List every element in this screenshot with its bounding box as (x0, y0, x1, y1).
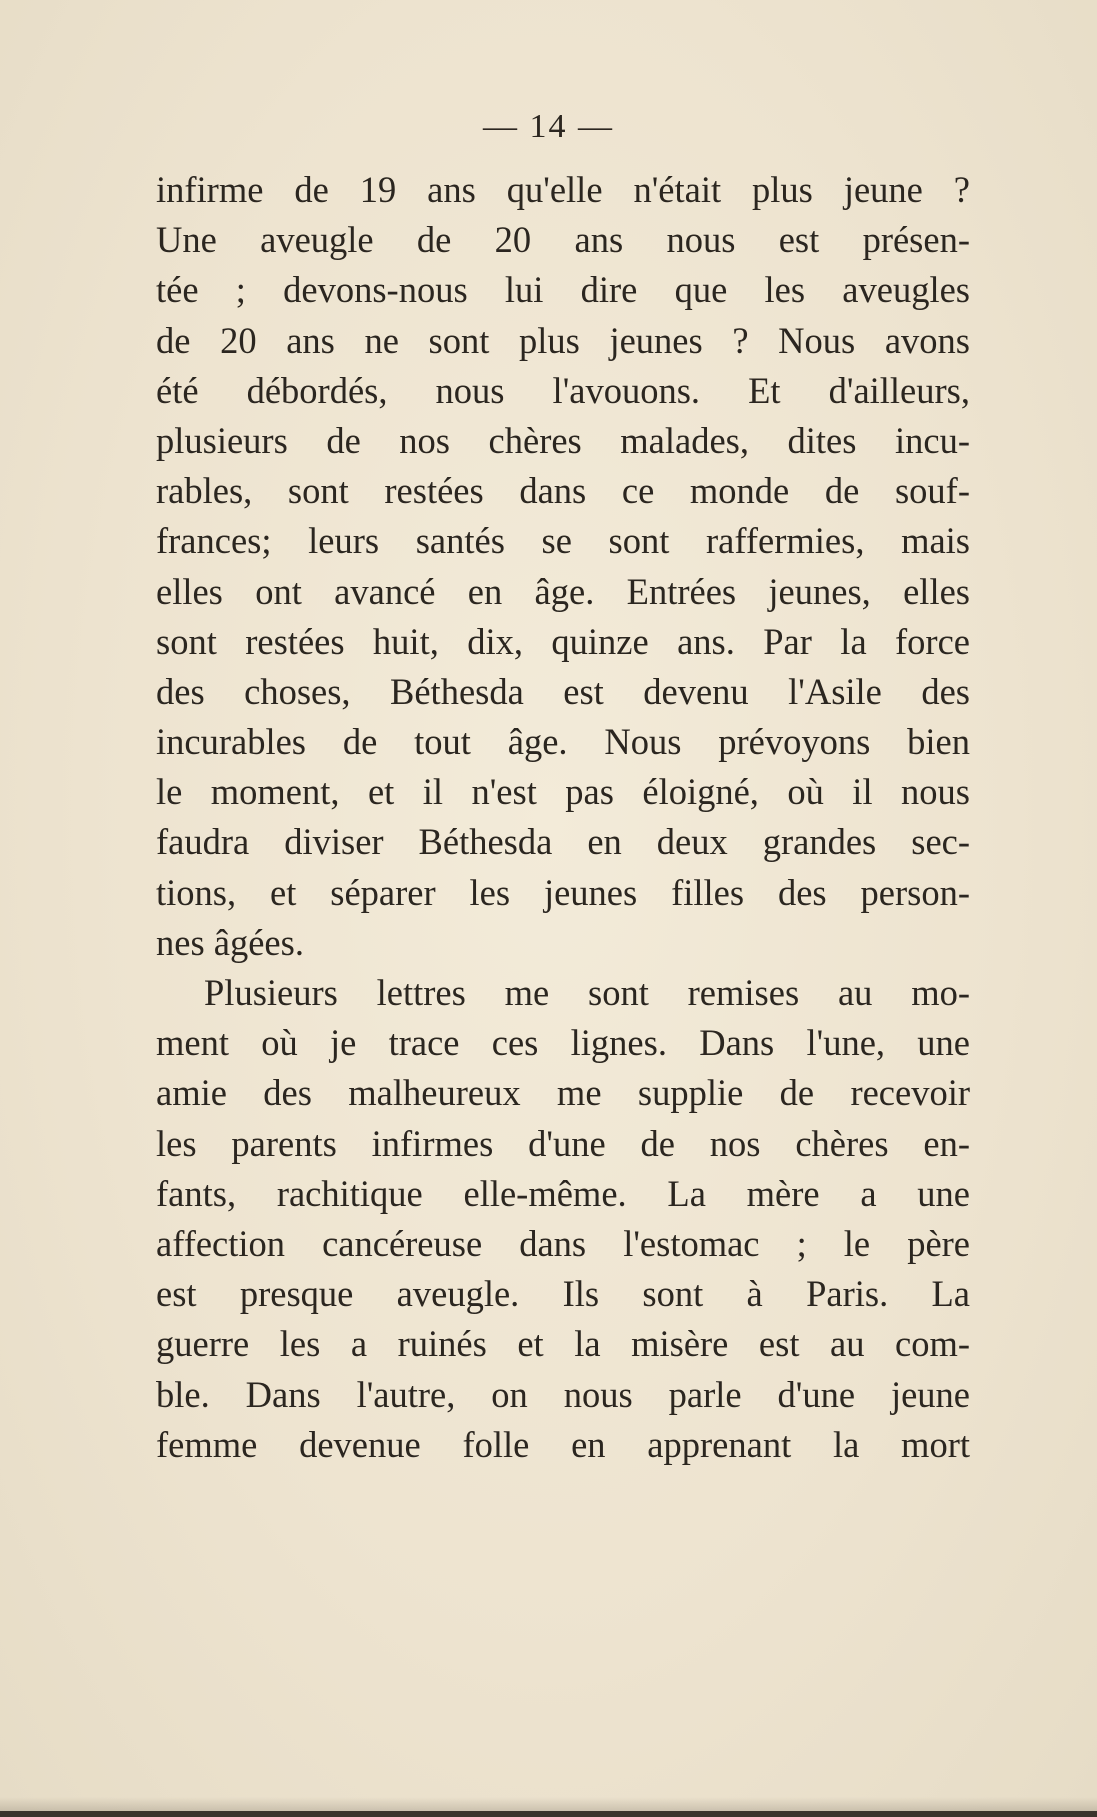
page-number: — 14 — (483, 108, 614, 145)
text-line: les parents infirmes d'une de nos chères en- (156, 1122, 970, 1164)
text-line: infirme de 19 ans qu'elle n'était plus jeune ? (156, 169, 970, 210)
text-line: Une aveugle de 20 ans nous est présen- (156, 219, 970, 261)
paragraph-1 (156, 165, 970, 968)
text-line: fants, rachitique elle-même. La mère a une (156, 1172, 970, 1214)
text-line: ment où je trace ces lignes. Dans l'une, une (156, 1022, 970, 1064)
text-line: été débordés, nous l'avouons. Et d'ailleurs, (156, 369, 970, 411)
text-line: elles ont avancé en âge. Entrées jeunes, elles (156, 570, 970, 612)
text-line: est presque aveugle. Ils sont à Paris. La (156, 1273, 970, 1315)
page-bottom-shadow (0, 1797, 1097, 1811)
text-line: ble. Dans l'autre, on nous parle d'une jeune (156, 1373, 970, 1415)
text-line: frances; leurs santés se sont raffermies, mais (156, 520, 970, 562)
page-bottom-edge (0, 1811, 1097, 1817)
text-line: rables, sont restées dans ce monde de souf- (156, 470, 970, 512)
text-line: amie des malheureux me supplie de recevoir (156, 1072, 970, 1114)
text-line: sont restées huit, dix, quinze ans. Par la force (156, 620, 970, 662)
text-line: incurables de tout âge. Nous prévoyons bien (156, 721, 970, 763)
body-text (156, 165, 970, 1470)
text-line: des choses, Béthesda est devenu l'Asile des (156, 670, 970, 712)
text-line: Plusieurs lettres me sont remises au mo- (204, 972, 970, 1013)
text-line: tions, et séparer les jeunes filles des person- (156, 871, 970, 913)
paragraph-2 (156, 968, 970, 1470)
text-line: faudra diviser Béthesda en deux grandes sec- (156, 821, 970, 863)
text-line: plusieurs de nos chères malades, dites incu- (156, 419, 970, 461)
text-line: femme devenue folle en apprenant la mort (156, 1423, 970, 1465)
text-line: le moment, et il n'est pas éloigné, où il nous (156, 771, 970, 813)
text-line: de 20 ans ne sont plus jeunes ? Nous avons (156, 319, 970, 361)
text-line: nes âgées. (156, 921, 304, 963)
text-line: guerre les a ruinés et la misère est au com- (156, 1323, 970, 1365)
text-line: affection cancéreuse dans l'estomac ; le père (156, 1222, 970, 1264)
text-line: tée ; devons-nous lui dire que les aveugles (156, 269, 970, 311)
